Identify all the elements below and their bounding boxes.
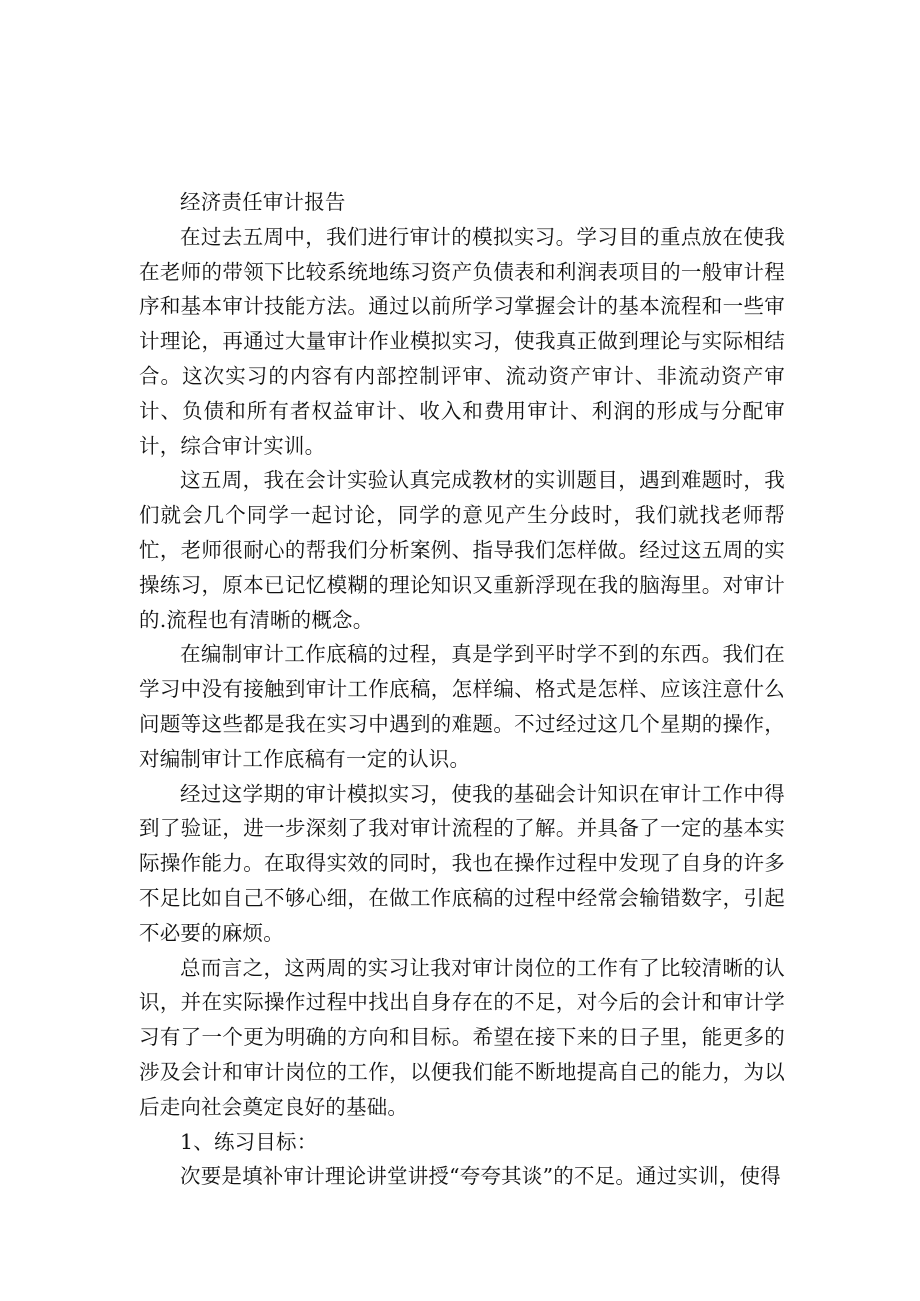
document-body xyxy=(139,185,785,1194)
paragraph-1: 在过去五周中，我们进行审计的模拟实习。学习目的重点放在使我在老师的带领下比较系统地练习资产负债表和利润表项目的一般审计程序和基本审计技能方法。通过以前所学习掌握会计的基本流程和一些审计理论，再通过大量审计作业模拟实习，使我真正做到理论与实际相结合。这次实习的内容有内部控制评审、流动资产审计、非流动资产审计、负债和所有者权益审计、收入和费用审计、利润的形成与分配审计，综合审计实训。 xyxy=(139,224,785,458)
paragraph-4: 经过这学期的审计模拟实习，使我的基础会计知识在审计工作中得到了验证，进一步深刻了我对审计流程的了解。并具备了一定的基本实际操作能力。在取得实效的同时，我也在操作过程中发现了自身的许多不足比如自己不够心细，在做工作底稿的过程中经常会输错数字，引起不必要的麻烦。 xyxy=(139,781,785,945)
document-title: 经济责任审计报告 xyxy=(180,190,346,214)
paragraph-2: 这五周，我在会计实验认真完成教材的实训题目，遇到难题时，我们就会几个同学一起讨论，同学的意见产生分歧时，我们就找老师帮忙，老师很耐心的帮我们分析案例、指导我们怎样做。经过这五周的实操练习，原本已记忆模糊的理论知识又重新浮现在我的脑海里。对审计的.流程也有清晰的概念。 xyxy=(139,468,785,632)
paragraph-6: 次要是填补审计理论讲堂讲授“夸夸其谈”的不足。通过实训，使得 xyxy=(180,1164,781,1189)
paragraph-5: 总而言之，这两周的实习让我对审计岗位的工作有了比较清晰的认识，并在实际操作过程中找出自身存在的不足，对今后的会计和审计学习有了一个更为明确的方向和目标。希望在接下来的日子里，能更多的涉及会计和审计岗位的工作，以便我们能不断地提高自己的能力，为以后走向社会奠定良好的基础。 xyxy=(139,955,785,1119)
paragraph-3: 在编制审计工作底稿的过程，真是学到平时学不到的东西。我们在学习中没有接触到审计工作底稿，怎样编、格式是怎样、应该注意什么问题等这些都是我在实习中遇到的难题。不过经过这几个星期的操作，对编制审计工作底稿有一定的认识。 xyxy=(139,642,785,771)
section-heading: 1、练习目标： xyxy=(180,1129,318,1154)
